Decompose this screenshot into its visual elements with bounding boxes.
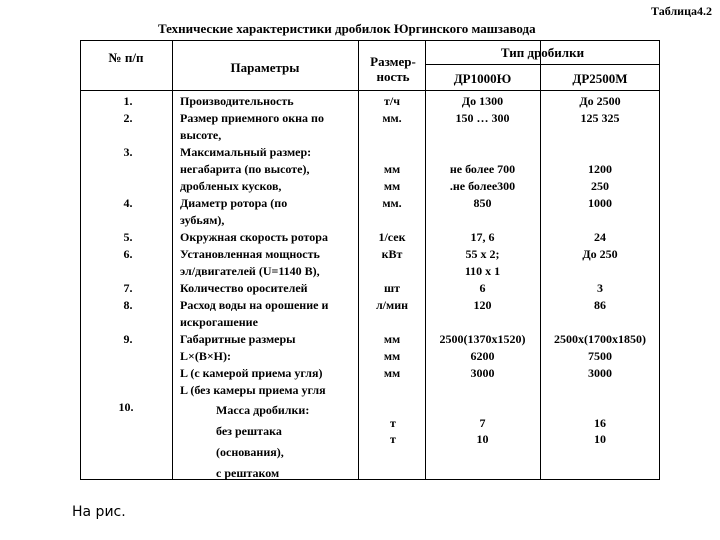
value-cell-dr1000yu: 2500(1370х1520): [439, 332, 526, 346]
value-cell-dr2500m: До 250: [582, 247, 618, 261]
header-model-dr1000yu: ДР1000Ю: [453, 71, 512, 86]
row-number: 7.: [123, 281, 133, 295]
value-cell-dr2500m: 3: [597, 281, 603, 295]
param-cell: Размер приемного окна по: [180, 111, 324, 125]
value-cell-dr2500m: 1000: [588, 196, 612, 210]
param-cell: Максимальный размер:: [180, 145, 312, 159]
value-cell-dr1000yu: 850: [473, 196, 492, 210]
value-cell-dr2500m: 1200: [588, 162, 612, 176]
value-cell-dr1000yu: 55 х 2;: [465, 247, 500, 261]
row-number: 8.: [123, 298, 133, 312]
value-cell-dr1000yu: 6200: [470, 349, 495, 363]
unit-cell: мм: [383, 366, 401, 380]
param-cell: Производительность: [180, 94, 294, 108]
value-cell-dr1000yu: 120: [473, 298, 492, 312]
header-num: № п/п: [108, 50, 144, 65]
row-number: 4.: [123, 196, 133, 210]
header-crusher-type: Тип дробилки: [500, 45, 585, 60]
value-cell-dr2500m: 7500: [588, 349, 612, 363]
row-number: 2.: [123, 111, 133, 125]
row10-mass-label: [216, 400, 309, 484]
unit-cell: 1/сек: [378, 230, 406, 244]
value-cell-dr2500m: 2500х(1700х1850): [554, 332, 646, 346]
param-cell: Диаметр ротора (по: [180, 196, 288, 210]
row10-values-dr2500m: [540, 416, 660, 447]
value-cell-dr2500m: 250: [591, 179, 609, 193]
row10-units: [362, 416, 424, 447]
column-divider: [358, 40, 359, 480]
param-cell: искрогашение: [180, 315, 258, 329]
row-number: 9.: [123, 332, 133, 346]
value-cell-dr1000yu: До 1300: [461, 94, 504, 108]
value-cell-dr1000yu: 6: [479, 281, 486, 295]
param-line: (основания),: [216, 445, 284, 459]
param-cell: Габаритные размеры: [180, 332, 296, 346]
value-cell-dr1000yu: 150 … 300: [455, 111, 510, 125]
value-cell-dr2500m: 3000: [588, 366, 612, 380]
unit-cell: л/мин: [375, 298, 409, 312]
value-cell-dr2500m: 125 325: [580, 111, 620, 125]
unit-cell: шт: [383, 281, 401, 295]
param-cell: Окружная скорость ротора: [180, 230, 328, 244]
row-number: 5.: [123, 230, 133, 244]
param-cell: L (без камеры приема угля: [180, 383, 326, 397]
param-line: без рештака: [216, 424, 282, 438]
param-cell: L×(В×Н):: [180, 349, 232, 363]
unit-cell: мм: [383, 349, 401, 363]
unit-cell: мм: [383, 332, 401, 346]
value-cell-dr2500m: 86: [594, 298, 606, 312]
param-cell: Количество оросителей: [180, 281, 308, 295]
header-model-dr2500m: ДР2500М: [572, 71, 628, 86]
param-cell: Расход воды на орошение и: [180, 298, 329, 312]
unit-cell: кВт: [381, 247, 403, 261]
value-cell: 7: [479, 416, 486, 430]
unit-cell: т: [390, 431, 396, 446]
param-cell: зубьям),: [180, 213, 225, 227]
param-cell: L (с камерой приема угля): [180, 366, 323, 380]
value-cell-dr1000yu: не более 700: [449, 162, 516, 176]
header-params: Параметры: [230, 60, 300, 75]
value-cell-dr1000yu: 17, 6: [470, 230, 495, 244]
row-number: 1.: [123, 94, 133, 108]
value-cell-dr2500m: До 2500: [579, 94, 621, 108]
row-number: 10.: [118, 400, 134, 414]
value-cell: 10: [476, 431, 489, 446]
unit-cell: мм: [383, 162, 401, 176]
header-unit: Размер-ность: [370, 54, 416, 84]
unit-cell: т: [390, 416, 396, 430]
value-cell-dr1000yu: 110 х 1: [464, 264, 501, 278]
param-cell: Установленная мощность: [180, 247, 320, 261]
value-cell: 10: [594, 431, 606, 446]
header-divider: [80, 90, 660, 91]
row-number: 6.: [123, 247, 133, 261]
unit-cell: мм: [383, 179, 401, 193]
unit-cell: мм.: [382, 111, 402, 125]
header-subdivider: [425, 64, 660, 65]
unit-cell: т/ч: [384, 94, 400, 108]
value-cell: 16: [594, 416, 606, 430]
param-cell: высоте,: [180, 128, 222, 142]
figure-reference-note: На рис.: [72, 504, 126, 520]
table-caption: Технические характеристики дробилок Юргинского машзавода: [158, 21, 536, 36]
param-cell: дробленых кусков,: [180, 179, 282, 193]
value-cell-dr1000yu: 3000: [470, 366, 495, 380]
param-cell: эл/двигателей (U=1140 В),: [180, 264, 320, 278]
param-line: с рештаком: [216, 466, 280, 480]
value-cell-dr2500m: 24: [594, 230, 606, 244]
row-number: 3.: [123, 145, 133, 159]
row10-values-dr1000yu: [425, 416, 540, 447]
table-number-label: Таблица4.2: [651, 4, 712, 18]
column-divider: [172, 40, 173, 480]
param-line: Масса дробилки:: [216, 403, 310, 417]
value-cell-dr1000yu: .не более300: [449, 179, 516, 193]
unit-cell: мм.: [382, 196, 402, 210]
param-cell: негабарита (по высоте),: [180, 162, 310, 176]
